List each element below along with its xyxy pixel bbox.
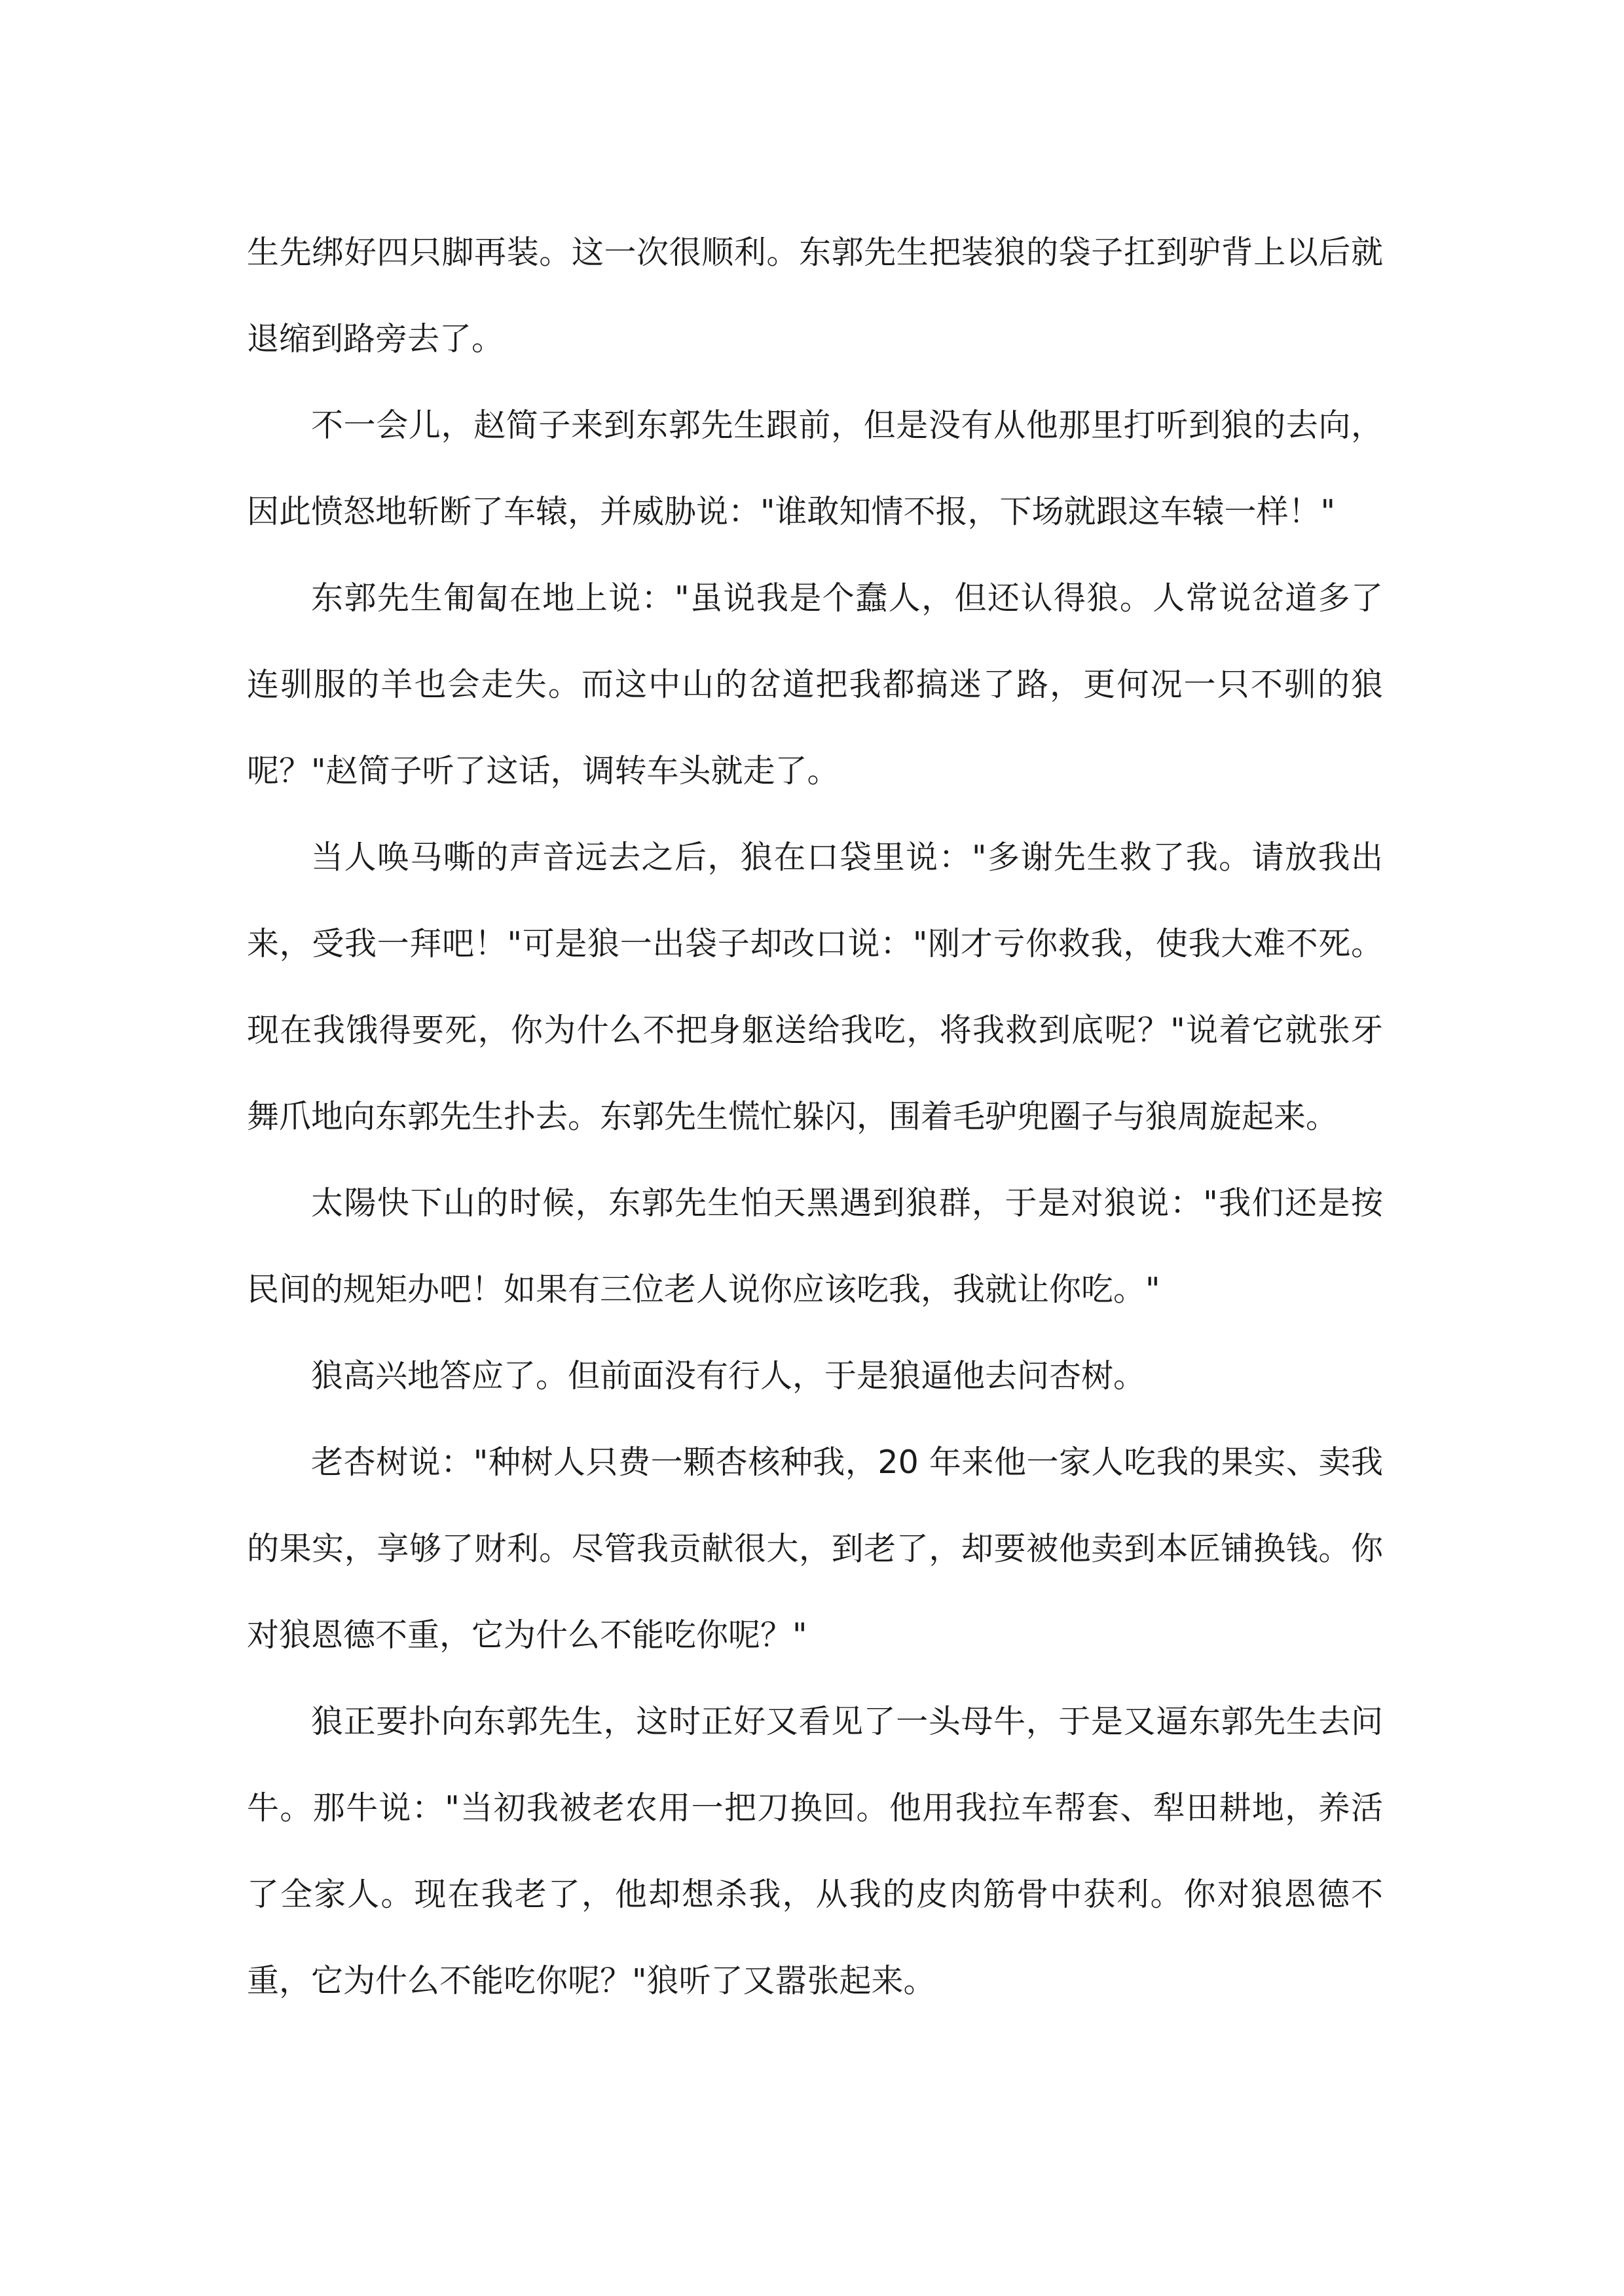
paragraph-3: 东郭先生匍匐在地上说："虽说我是个蠢人，但还认得狼。人常说岔道多了连驯服的羊也会走失。而这中山的岔道把我都搞迷了路，更何况一只不驯的狼呢？"赵简子听了这话，调转车头就走了。 <box>247 579 1383 790</box>
paragraph-5: 太陽快下山的时候，东郭先生怕天黑遇到狼群，于是对狼说："我们还是按民间的规矩办吧！如果有三位老人说你应该吃我，我就让你吃。" <box>247 1184 1383 1308</box>
paragraph-6: 狼高兴地答应了。但前面没有行人，于是狼逼他去问杏树。 <box>311 1357 1146 1394</box>
paragraph-1: 生先绑好四只脚再装。这一次很顺利。东郭先生把装狼的袋子扛到驴背上以后就退缩到路旁去了。 <box>247 234 1383 357</box>
paragraph-2: 不一会儿，赵简子来到东郭先生跟前，但是没有从他那里打听到狼的去向，因此愤怒地斩断了车辕，并威胁说："谁敢知情不报，下场就跟这车辕一样！" <box>247 407 1383 530</box>
paragraph-4: 当人唤马嘶的声音远去之后，狼在口袋里说："多谢先生救了我。请放我出来，受我一拜吧！"可是狼一出袋子却改口说："刚才亏你救我，使我大难不死。现在我饿得要死，你为什么不把身躯送给我吃，将我救到底呢？"说着它就张牙舞爪地向东郭先生扑去。东郭先生慌忙躲闪，围着毛驴兜圈子与狼周旋起来。 <box>247 839 1383 1135</box>
paragraph-7: 老杏树说："种树人只费一颗杏核种我，20 年来他一家人吃我的果实、卖我的果实，享够了财利。尽管我贡献很大，到老了，却要被他卖到本匠铺换钱。你对狼恩德不重，它为什么不能吃你呢？" <box>247 1444 1383 1654</box>
paragraph-8: 狼正要扑向东郭先生，这时正好又看见了一头母牛，于是又逼东郭先生去问牛。那牛说："当初我被老农用一把刀换回。他用我拉车帮套、犁田耕地，养活了全家人。现在我老了，他却想杀我，从我的皮肉筋骨中获利。你对狼恩德不重，它为什么不能吃你呢？"狼听了又嚣张起来。 <box>247 1703 1383 1999</box>
document-page <box>247 210 1383 2024</box>
